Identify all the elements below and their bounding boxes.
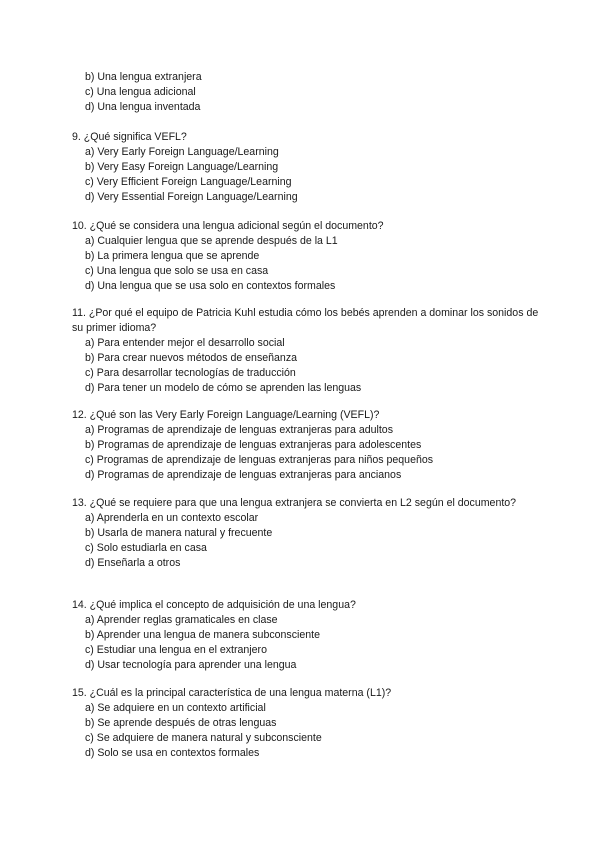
question-text: 13. ¿Qué se requiere para que una lengua extranjera se convierta en L2 según el documento?: [72, 497, 517, 509]
option-a: a) Para entender mejor el desarrollo social: [85, 337, 285, 349]
question-8-continued: [72, 70, 542, 115]
question-text: 12. ¿Qué son las Very Early Foreign Language/Learning (VEFL)?: [72, 409, 380, 421]
option-a: a) Cualquier lengua que se aprende después de la L1: [85, 235, 338, 247]
question-9: [72, 130, 542, 205]
option-a: a) Aprender reglas gramaticales en clase: [85, 614, 278, 626]
option-a: a) Programas de aprendizaje de lenguas extranjeras para adultos: [85, 424, 393, 436]
option-c: c) Una lengua adicional: [85, 86, 196, 98]
option-b: b) Programas de aprendizaje de lenguas extranjeras para adolescentes: [85, 439, 422, 451]
question-text: 14. ¿Qué implica el concepto de adquisición de una lengua?: [72, 599, 356, 611]
option-d: d) Para tener un modelo de cómo se aprenden las lenguas: [85, 382, 362, 394]
question-10: [72, 219, 542, 294]
option-c: c) Solo estudiarla en casa: [85, 542, 207, 554]
option-d: d) Una lengua inventada: [85, 101, 201, 113]
option-c: c) Programas de aprendizaje de lenguas extranjeras para niños pequeños: [85, 454, 434, 466]
option-a: a) Se adquiere en un contexto artificial: [85, 702, 266, 714]
option-b: b) Very Easy Foreign Language/Learning: [85, 161, 279, 173]
option-c: c) Se adquiere de manera natural y subconsciente: [85, 732, 322, 744]
option-b: b) Una lengua extranjera: [85, 71, 202, 83]
question-text: 11. ¿Por qué el equipo de Patricia Kuhl estudia cómo los bebés aprenden a dominar los sonidos de su primer idioma?: [72, 307, 539, 334]
option-d: d) Enseñarla a otros: [85, 557, 181, 569]
option-d: d) Programas de aprendizaje de lenguas extranjeras para ancianos: [85, 469, 402, 481]
option-c: c) Estudiar una lengua en el extranjero: [85, 644, 267, 656]
option-a: a) Aprenderla en un contexto escolar: [85, 512, 259, 524]
question-text: 9. ¿Qué significa VEFL?: [72, 131, 187, 143]
question-14: [72, 598, 542, 673]
question-13: [72, 496, 542, 571]
option-d: d) Usar tecnología para aprender una lengua: [85, 659, 297, 671]
option-b: b) Aprender una lengua de manera subconsciente: [85, 629, 320, 641]
option-d: d) Una lengua que se usa solo en contextos formales: [85, 280, 336, 292]
option-b: b) Usarla de manera natural y frecuente: [85, 527, 273, 539]
question-text: 10. ¿Qué se considera una lengua adicional según el documento?: [72, 220, 384, 232]
option-b: b) Para crear nuevos métodos de enseñanza: [85, 352, 298, 364]
option-a: a) Very Early Foreign Language/Learning: [85, 146, 279, 158]
question-text: 15. ¿Cuál es la principal característica de una lengua materna (L1)?: [72, 687, 392, 699]
option-c: c) Para desarrollar tecnologías de traducción: [85, 367, 296, 379]
option-d: d) Solo se usa en contextos formales: [85, 747, 260, 759]
question-12: [72, 408, 542, 483]
question-15: [72, 686, 542, 761]
option-c: c) Very Efficient Foreign Language/Learning: [85, 176, 292, 188]
option-d: d) Very Essential Foreign Language/Learning: [85, 191, 298, 203]
question-11: [72, 306, 542, 396]
option-b: b) Se aprende después de otras lenguas: [85, 717, 277, 729]
option-c: c) Una lengua que solo se usa en casa: [85, 265, 269, 277]
option-b: b) La primera lengua que se aprende: [85, 250, 260, 262]
